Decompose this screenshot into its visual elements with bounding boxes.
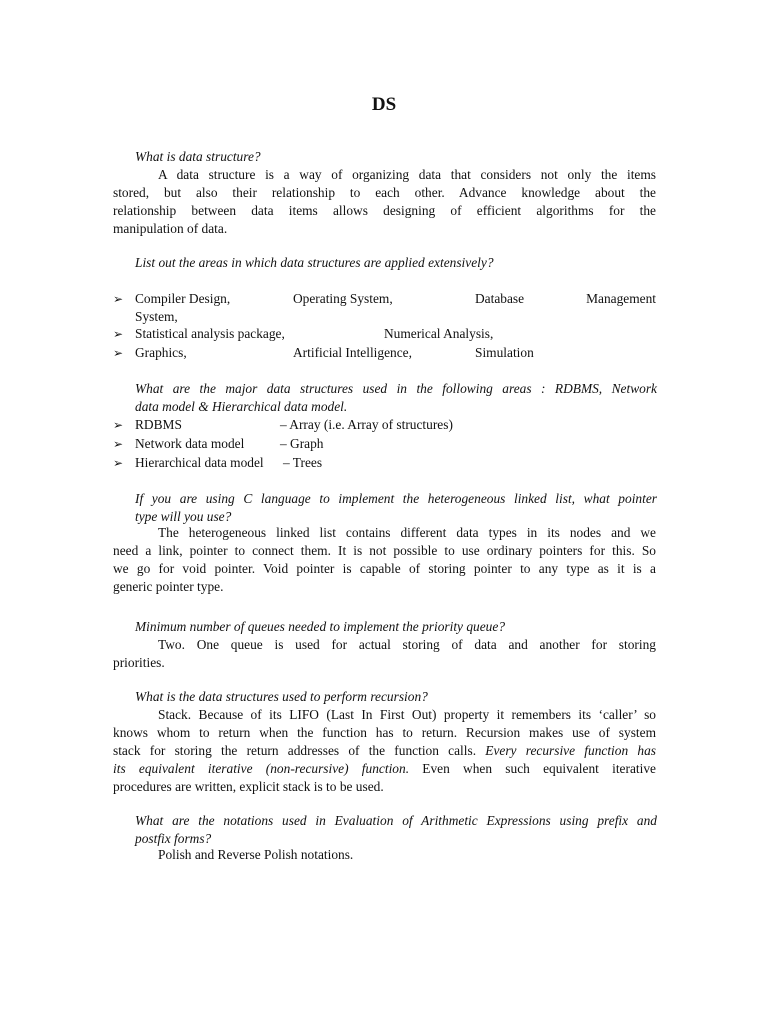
- list-item-text: – Trees: [283, 455, 323, 470]
- question-line: type will you use?: [135, 509, 232, 524]
- answer-line: need a link, pointer to connect them. It is not possible to use ordinary pointers for this. So: [113, 543, 656, 558]
- answer-line: Stack. Because of its LIFO (Last In First Out) property it remembers its ‘caller’ so: [158, 707, 656, 722]
- arrow-bullet-icon: ➢: [113, 437, 124, 451]
- answer-notations: Polish and Reverse Polish notations.: [158, 847, 354, 862]
- list-item-text: RDBMS: [135, 417, 182, 432]
- answer-line: relationship between data items allows designing of efficient algorithms for the: [113, 203, 656, 218]
- list-item-text: Artificial Intelligence,: [293, 345, 412, 360]
- answer-priority-queue: [113, 636, 656, 672]
- question-line: data model & Hierarchical data model.: [135, 399, 348, 414]
- answer-line: we go for void pointer. Void pointer is capable of storing pointer to any type as it is a: [113, 561, 656, 576]
- list-item-text: – Array (i.e. Array of structures): [280, 417, 453, 432]
- question-data-structure: What is data structure?: [135, 149, 261, 164]
- list-item: [113, 325, 656, 343]
- answer-line: priorities.: [113, 655, 165, 670]
- answer-line: stack for storing the return addresses of the function calls.: [113, 743, 477, 758]
- list-item: [113, 435, 656, 453]
- question-line: What are the major data structures used in the following areas : RDBMS, Network: [135, 381, 657, 396]
- question-line: postfix forms?: [135, 831, 212, 846]
- arrow-bullet-icon: ➢: [113, 292, 124, 306]
- list-item-text: Simulation: [475, 345, 534, 360]
- list-item: [113, 416, 656, 434]
- list-item-text: System,: [135, 309, 178, 324]
- question-notations: [135, 812, 657, 848]
- answer-line: generic pointer type.: [113, 579, 224, 594]
- arrow-bullet-icon: ➢: [113, 418, 124, 432]
- question-pointer-type: [135, 490, 657, 526]
- answer-italic-text: Every recursive function has: [485, 743, 656, 758]
- answer-line: stored, but also their relationship to each other. Advance knowledge about the: [113, 185, 656, 200]
- list-item-text: Database: [475, 291, 525, 306]
- question-line: If you are using C language to implement the heterogeneous linked list, what pointer: [135, 491, 657, 506]
- list-item-text: Compiler Design,: [135, 291, 231, 306]
- answer-line: knows whom to return when the function has to return. Recursion makes use of system: [113, 725, 656, 740]
- list-item-text: Hierarchical data model: [135, 455, 264, 470]
- list-item: [113, 344, 656, 362]
- list-item: [113, 454, 656, 472]
- answer-italic-text: its equivalent iterative (non-recursive) function.: [113, 761, 410, 776]
- arrow-bullet-icon: ➢: [113, 456, 124, 470]
- question-recursion: What is the data structures used to perform recursion?: [135, 689, 428, 704]
- list-item-text: Numerical Analysis,: [384, 326, 494, 341]
- list-item-text: Graphics,: [135, 345, 187, 360]
- arrow-bullet-icon: ➢: [113, 346, 124, 360]
- list-item-text: – Graph: [280, 436, 324, 451]
- question-major-structures: [135, 380, 657, 416]
- question-line: What are the notations used in Evaluation of Arithmetic Expressions using prefix and: [135, 813, 657, 828]
- list-item-text: Statistical analysis package,: [135, 326, 285, 341]
- list-item-text: Management: [586, 291, 656, 306]
- answer-line: The heterogeneous linked list contains different data types in its nodes and we: [158, 525, 656, 540]
- question-priority-queue: Minimum number of queues needed to implement the priority queue?: [135, 619, 506, 634]
- answer-data-structure: [113, 166, 656, 238]
- answer-recursion: [113, 706, 656, 796]
- list-item: [113, 290, 656, 326]
- answer-line: A data structure is a way of organizing data that considers not only the items: [158, 167, 656, 182]
- page-title: DS: [371, 94, 397, 115]
- arrow-bullet-icon: ➢: [113, 327, 124, 341]
- answer-line: Even when such equivalent iterative: [422, 761, 656, 776]
- answer-line: procedures are written, explicit stack is to be used.: [113, 779, 384, 794]
- list-item-text: Operating System,: [293, 291, 393, 306]
- answer-line: Two. One queue is used for actual storing of data and another for storing: [158, 637, 656, 652]
- answer-pointer-type: [113, 524, 656, 596]
- answer-line: manipulation of data.: [113, 221, 228, 236]
- list-item-text: Network data model: [135, 436, 245, 451]
- question-areas: List out the areas in which data structures are applied extensively?: [135, 255, 494, 270]
